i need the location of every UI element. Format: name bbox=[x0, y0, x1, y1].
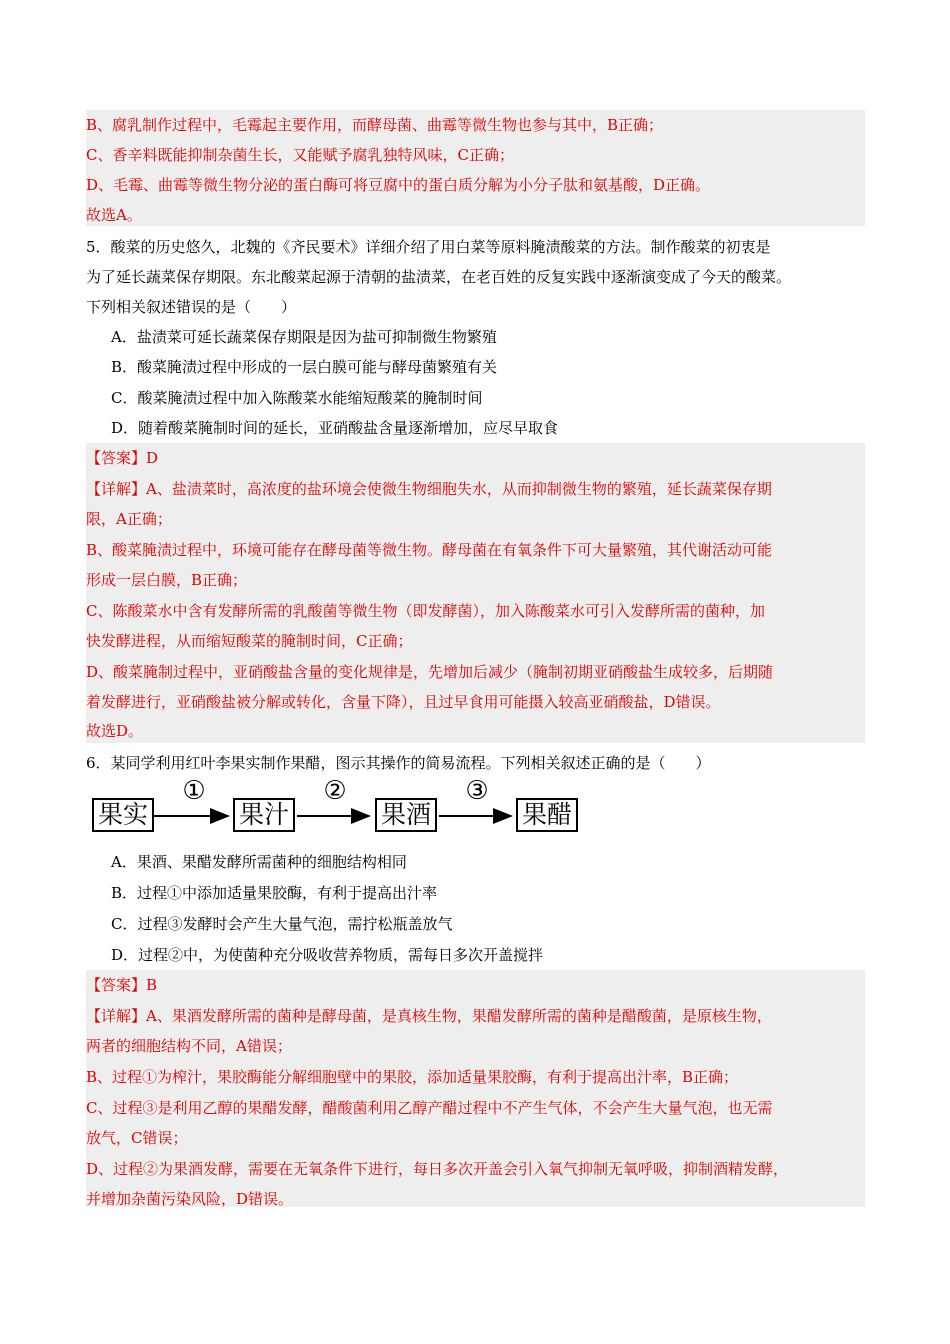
q5-explain-line-2: 限，A正确； bbox=[86, 510, 172, 528]
flow-box-vinegar: 果醋 bbox=[516, 798, 578, 832]
flow-box-juice: 果汁 bbox=[233, 798, 295, 832]
q5-option-b: B．酸菜腌渍过程中形成的一层白膜可能与酵母菌繁殖有关 bbox=[111, 358, 498, 376]
q5-stem-line-2: 为了延长蔬菜保存期限。东北酸菜起源于清朝的盐渍菜，在老百姓的反复实践中逐渐演变成了今天的酸菜。 bbox=[86, 268, 792, 286]
q6-option-d: D．过程②中，为使菌种充分吸收营养物质，需每日多次开盖搅拌 bbox=[111, 946, 544, 964]
q6-explain-line-2: 两者的细胞结构不同，A错误； bbox=[86, 1037, 292, 1055]
q6-explain-line-4: C、过程③是利用乙醇的果醋发酵，醋酸菌利用乙醇产醋过程中不产生气体，不会产生大量气泡，也无需 bbox=[86, 1099, 773, 1117]
step-2-label: ② bbox=[323, 776, 347, 806]
q5-explain-line-1: 【详解】A、盐渍菜时，高浓度的盐环境会使微生物细胞失水，从而抑制微生物的繁殖，延长蔬菜保存期 bbox=[86, 480, 772, 498]
q4-choose: 故选A。 bbox=[86, 206, 142, 224]
q6-stem: 6．某同学利用红叶李果实制作果醋，图示其操作的简易流程。下列相关叙述正确的是（ ） bbox=[86, 754, 711, 772]
q4-explain-b: B、腐乳制作过程中，毛霉起主要作用，而酵母菌、曲霉等微生物也参与其中，B正确； bbox=[86, 116, 664, 134]
q6-option-a: A．果酒、果醋发酵所需菌种的细胞结构相同 bbox=[111, 853, 407, 871]
q5-explain-line-7: D、酸菜腌制过程中，亚硝酸盐含量的变化规律是，先增加后减少（腌制初期亚硝酸盐生成较多，后期随 bbox=[86, 663, 774, 681]
q5-explain-line-8: 着发酵进行，亚硝酸盐被分解或转化，含量下降），且过早食用可能摄入较高亚硝酸盐，D错误。 bbox=[86, 693, 721, 711]
q6-answer: 【答案】B bbox=[86, 976, 158, 994]
q5-option-a: A．盐渍菜可延长蔬菜保存期限是因为盐可抑制微生物繁殖 bbox=[111, 328, 497, 346]
q6-explain-line-5: 放气，C错误； bbox=[86, 1129, 188, 1147]
step-3-label: ③ bbox=[465, 776, 489, 806]
q5-explain-line-4: 形成一层白膜，B正确； bbox=[86, 571, 248, 589]
q5-stem-line-1: 5．酸菜的历史悠久，北魏的《齐民要术》详细介绍了用白菜等原料腌渍酸菜的方法。制作酸菜的初衷是 bbox=[86, 238, 771, 256]
q5-explain-line-5: C、陈酸菜水中含有发酵所需的乳酸菌等微生物（即发酵菌），加入陈酸菜水可引入发酵所需的菌种，加 bbox=[86, 602, 765, 620]
flow-box-wine: 果酒 bbox=[375, 798, 437, 832]
q5-option-c: C．酸菜腌渍过程中加入陈酸菜水能缩短酸菜的腌制时间 bbox=[111, 389, 483, 407]
q5-explain-line-6: 快发酵进程，从而缩短酸菜的腌制时间，C正确； bbox=[86, 632, 413, 650]
q4-explain-d: D、毛霉、曲霉等微生物分泌的蛋白酶可将豆腐中的蛋白质分解为小分子肽和氨基酸，D正确。 bbox=[86, 176, 711, 194]
q5-stem-line-3: 下列相关叙述错误的是（ ） bbox=[86, 298, 297, 316]
q6-explain-line-7: 并增加杂菌污染风险，D错误。 bbox=[86, 1190, 294, 1208]
flow-box-fruit: 果实 bbox=[92, 798, 154, 832]
q5-answer: 【答案】D bbox=[86, 449, 159, 467]
q6-explain-line-6: D、过程②为果酒发酵，需要在无氧条件下进行，每日多次开盖会引入氧气抑制无氧呼吸，抑制酒精发酵， bbox=[86, 1160, 789, 1178]
step-1-label: ① bbox=[182, 776, 206, 806]
process-flow-diagram bbox=[90, 776, 590, 840]
q6-option-b: B．过程①中添加适量果胶酶，有利于提高出汁率 bbox=[111, 884, 438, 902]
q6-option-c: C．过程③发酵时会产生大量气泡，需拧松瓶盖放气 bbox=[111, 915, 453, 933]
q6-explain-line-3: B、过程①为榨汁，果胶酶能分解细胞壁中的果胶，添加适量果胶酶，有利于提高出汁率，B正确； bbox=[86, 1068, 739, 1086]
q5-choose: 故选D。 bbox=[86, 722, 144, 740]
q6-explain-line-1: 【详解】A、果酒发酵所需的菌种是酵母菌，是真核生物，果醋发酵所需的菌种是醋酸菌，是原核生物， bbox=[86, 1007, 772, 1025]
q5-explain-line-3: B、酸菜腌渍过程中，环境可能存在酵母菌等微生物。酵母菌在有氧条件下可大量繁殖，其代谢活动可能 bbox=[86, 541, 773, 559]
q4-explain-c: C、香辛料既能抑制杂菌生长，又能赋予腐乳独特风味，C正确； bbox=[86, 146, 514, 164]
q5-option-d: D．随着酸菜腌制时间的延长，亚硝酸盐含量逐渐增加，应尽早取食 bbox=[111, 419, 559, 437]
